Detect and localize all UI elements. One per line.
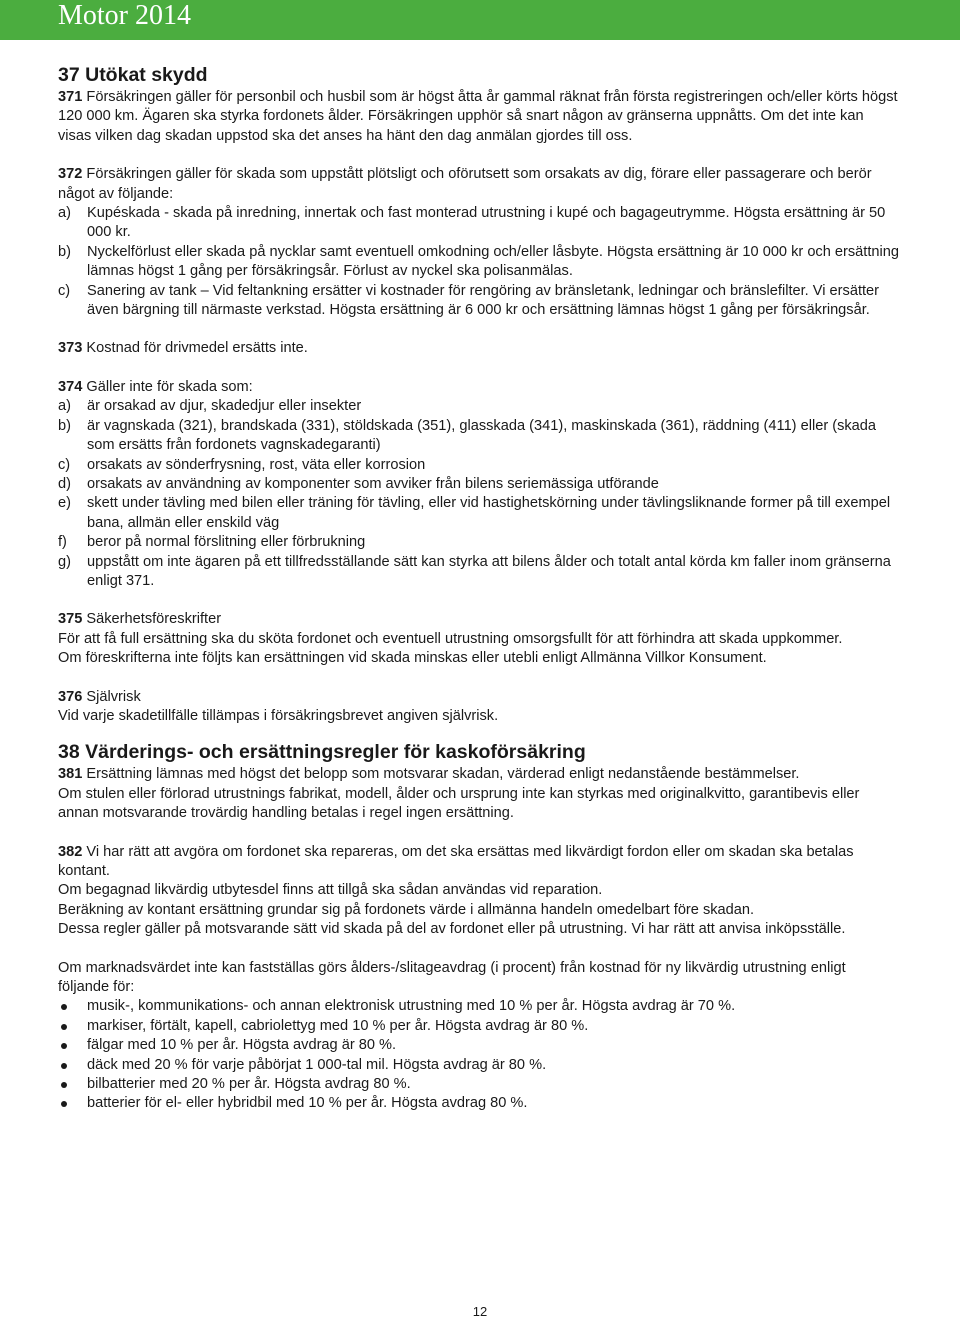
clause-382-line4: Dessa regler gäller på motsvarande sätt vid skada på del av fordonet eller på utrustning. Vi har rätt att anvisa inköpsställe. <box>58 921 846 938</box>
list-text: däck med 20 % för varje påbörjat 1 000-tal mil. Högsta avdrag är 80 %. <box>87 1056 547 1073</box>
clause-374 <box>58 378 900 397</box>
bullet-icon <box>61 1082 67 1088</box>
list-item <box>58 1056 900 1075</box>
clause-373 <box>58 339 900 358</box>
clause-text: Vi har rätt att avgöra om fordonet ska repareras, om det ska ersättas med likvärdigt fordon eller om skadan ska betalas kontant. <box>58 843 854 879</box>
list-text: bilbatterier med 20 % per år. Högsta avdrag 80 %. <box>87 1076 411 1093</box>
list-label: e) <box>58 495 71 512</box>
clause-text: Kostnad för drivmedel ersätts inte. <box>82 340 308 357</box>
clause-number: 371 <box>58 89 83 105</box>
page-number: 12 <box>472 1304 488 1319</box>
list-item <box>58 243 900 282</box>
clause-376-line1: Vid varje skadetillfälle tillämpas i försäkringsbrevet angiven självrisk. <box>58 707 499 724</box>
list-label: a) <box>58 398 71 415</box>
clause-382-line3: Beräkning av kontant ersättning grundar sig på fordonets värde i allmänna handeln omedelbart före skadan. <box>58 901 755 918</box>
list-label: b) <box>58 243 71 260</box>
list-item <box>58 475 900 494</box>
list-item <box>58 494 900 533</box>
list-text: uppstått om inte ägaren på ett tillfredsställande sätt kan styrka att bilens ålder och totalt antal körda km faller inom gränserna enligt 371. <box>87 553 891 589</box>
list-text: orsakats av användning av komponenter som avviker från bilens seriemässiga utförande <box>87 475 659 492</box>
document-title: Motor 2014 <box>58 0 191 31</box>
list-item <box>58 533 900 552</box>
section-37-heading: 37 Utökat skydd <box>58 64 208 86</box>
clause-382 <box>58 843 900 882</box>
clause-376 <box>58 688 900 707</box>
clause-text: Försäkringen gäller för skada som uppstått plötsligt och oförutsett som orsakats av dig, förare eller passagerare och berör något av följande: <box>58 166 872 202</box>
list-item <box>58 456 900 475</box>
clause-title: Säkerhetsföreskrifter <box>82 611 222 628</box>
list-item <box>58 204 900 243</box>
bullet-icon <box>61 1043 67 1049</box>
clause-375 <box>58 610 900 629</box>
list-text: fälgar med 10 % per år. Högsta avdrag är 80 %. <box>87 1037 397 1054</box>
list-label: d) <box>58 475 71 492</box>
list-label: c) <box>58 282 71 299</box>
list-text: batterier för el- eller hybridbil med 10 % per år. Högsta avdrag 80 %. <box>87 1095 528 1112</box>
list-item <box>58 1036 900 1055</box>
list-item <box>58 397 900 416</box>
list-text: beror på normal förslitning eller förbrukning <box>87 534 366 551</box>
list-item <box>58 1075 900 1094</box>
list-label: f) <box>58 534 67 551</box>
clause-title: Självrisk <box>82 688 141 705</box>
clause-372 <box>58 165 900 204</box>
clause-text: Ersättning lämnas med högst det belopp som motsvarar skadan, värderad enligt nedanstående bestämmelser. <box>82 766 800 783</box>
list-label: b) <box>58 417 71 434</box>
list-item <box>58 417 900 456</box>
bullet-icon <box>61 1024 67 1030</box>
list-item <box>58 1094 900 1113</box>
clause-text: Gäller inte för skada som: <box>82 378 253 395</box>
section-38-heading: 38 Värderings- och ersättningsregler för kaskoförsäkring <box>58 741 586 764</box>
list-label: a) <box>58 205 71 222</box>
list-text: Sanering av tank – Vid feltankning ersätter vi kostnader för rengöring av bränsletank, ledningar och bränslefilter. Vi ersätter även bärgning till närmaste verkstad. Högsta ersättning är 6 000 kr och ersättning lämnas högst 1 gång per försäkringsår. <box>87 282 880 319</box>
list-item <box>58 1017 900 1036</box>
list-text: är orsakad av djur, skadedjur eller insekter <box>87 398 362 415</box>
clause-381 <box>58 765 900 784</box>
bullet-icon <box>61 1101 67 1107</box>
list-text: musik-, kommunikations- och annan elektronisk utrustning med 10 % per år. Högsta avdrag är 70 %. <box>87 998 736 1015</box>
clause-number: 373 <box>58 340 83 357</box>
list-text: markiser, förtält, kapell, cabriolettyg med 10 % per år. Högsta avdrag är 80 %. <box>87 1017 589 1034</box>
clause-375-line2: Om föreskrifterna inte följts kan ersättningen vid skada minskas eller utebli enligt Allmänna Villkor Konsument. <box>58 650 767 667</box>
list-text: Nyckelförlust eller skada på nycklar samt eventuell omkodning och/eller låsbyte. Högsta ersättning är 10 000 kr och ersättning lämnas högst 1 gång per försäkringsår. Förlust av nyckel ska polisanmälas. <box>87 243 899 280</box>
clause-381-line2: Om stulen eller förlorad utrustnings fabrikat, modell, ålder och ursprung inte kan styrkas med originalkvitto, garantibevis eller annan motsvarande trovärdig handling betalas i regel ingen ersättning. <box>58 785 860 822</box>
clause-number: 381 <box>58 766 83 783</box>
list-text: skett under tävling med bilen eller träning för tävling, eller vid hastighetskörning under tävlingsliknande former på till exempel bana, allmän eller enskild väg <box>87 495 891 531</box>
clause-number: 376 <box>58 688 83 705</box>
list-label: c) <box>58 456 71 473</box>
list-text: orsakats av sönderfrysning, rost, väta eller korrosion <box>87 456 426 473</box>
list-label: g) <box>58 553 71 570</box>
market-value-intro: Om marknadsvärdet inte kan fastställas görs ålders-/slitageavdrag (i procent) från kostnad för ny likvärdig utrustning enligt följande för: <box>58 959 846 996</box>
clause-382-line2: Om begagnad likvärdig utbytesdel finns att tillgå ska sådan användas vid reparation. <box>58 882 603 899</box>
depreciation-list <box>58 997 900 1113</box>
page-content <box>58 62 900 1114</box>
list-text: är vagnskada (321), brandskada (331), stöldskada (351), glasskada (341), maskinskada (361), räddning (411) eller (skada som ersätts från fordonets vagnskadegaranti) <box>87 417 877 454</box>
list-text: Kupéskada - skada på inredning, innertak och fast monterad utrustning i kupé och bagageutrymme. Högsta ersättning är 50 000 kr. <box>87 205 886 241</box>
clause-number: 372 <box>58 166 83 183</box>
list-item <box>58 282 900 321</box>
clause-number: 375 <box>58 611 83 628</box>
clause-371 <box>58 88 900 146</box>
bullet-icon <box>61 1004 67 1010</box>
header-banner <box>0 0 960 40</box>
list-item <box>58 997 900 1016</box>
bullet-icon <box>61 1063 67 1069</box>
clause-375-line1: För att få full ersättning ska du sköta fordonet och eventuell utrustning omsorgsfullt för att förhindra att skada uppkommer. <box>58 630 843 647</box>
clause-number: 382 <box>58 843 83 860</box>
clause-374-list <box>58 397 900 591</box>
clause-372-list <box>58 204 900 320</box>
clause-text: Försäkringen gäller för personbil och husbil som är högst åtta år gammal räknat från första registreringen och/eller körts högst 120 000 km. Ägaren ska styrka fordonets ålder. Försäkringen upphör så snart någon av gränserna uppnåtts. Om det inte kan visas vilken dag skadan uppstod ska det anses ha hänt den dag anmälan gjordes till oss. <box>58 89 898 144</box>
clause-number: 374 <box>58 378 83 395</box>
list-item <box>58 553 900 592</box>
